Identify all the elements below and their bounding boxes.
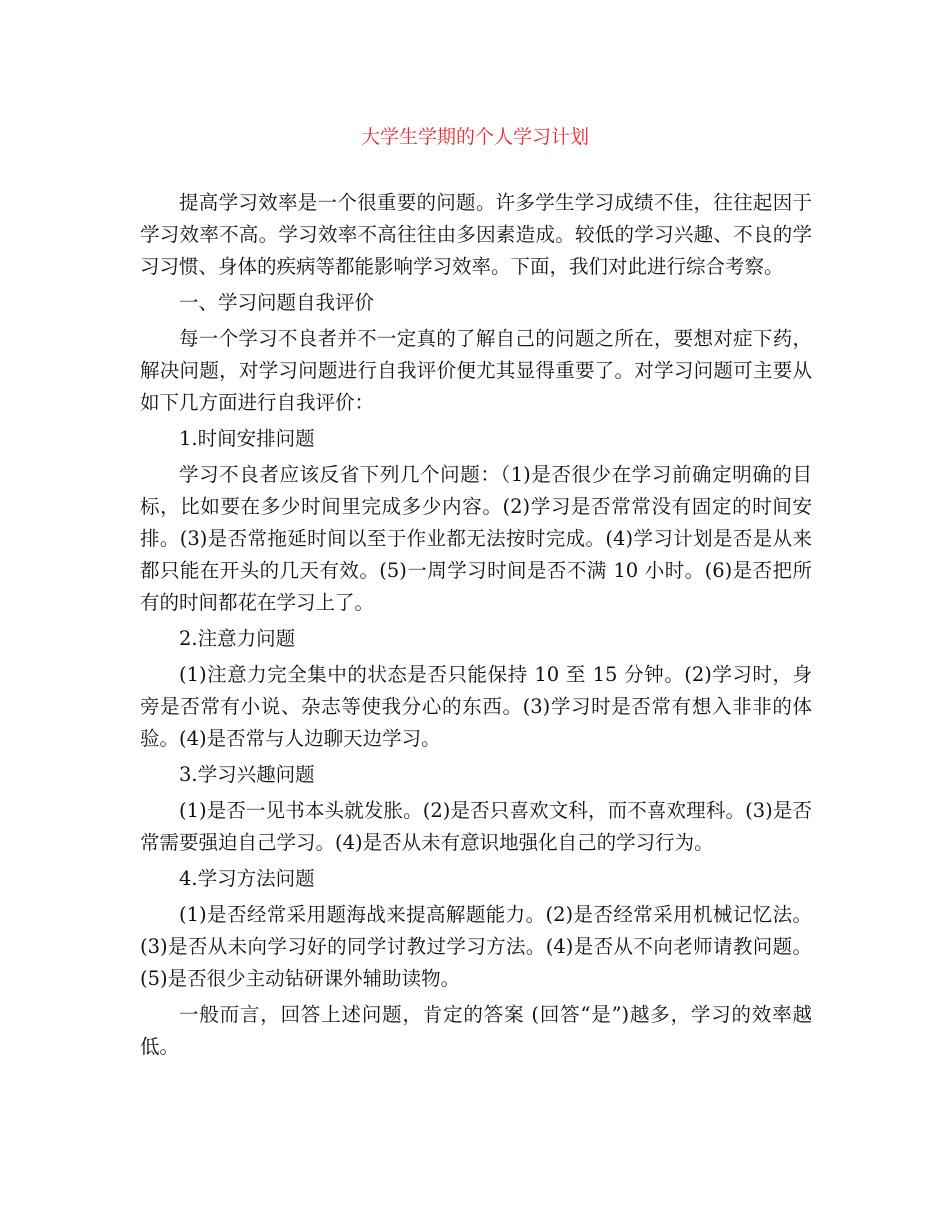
subheading-attention: 2.注意力问题 (179, 627, 296, 650)
paragraph-conclusion: 一般而言，回答上述问题，肯定的答案 (回答“是”)越多，学习的效率越低。 (140, 1003, 812, 1058)
section-heading-self-evaluation: 一、学习问题自我评价 (179, 291, 375, 314)
paragraph-time-arrangement: 学习不良者应该反省下列几个问题：（1)是否很少在学习前确定明确的目标，比如要在多少时间里完成多少内容。(2)学习是否常常没有固定的时间安排。(3)是否常拖延时间以至于作业都无法按时完成。(4)学习计划是否是从来都只能在开头的几天有效。(5)一周学习时间是否不满 10 小时。(6)是否把所有的时间都花在学习上了。 (140, 463, 812, 614)
paragraph-interest: (1)是否一见书本头就发胀。(2)是否只喜欢文科，而不喜欢理科。(3)是否常需要强迫自己学习。(4)是否从未有意识地强化自己的学习行为。 (140, 799, 812, 854)
paragraph-attention: (1)注意力完全集中的状态是否只能保持 10 至 15 分钟。(2)学习时，身旁是否常有小说、杂志等使我分心的东西。(3)学习时是否常有想入非非的体验。(4)是否常与人边聊天边学习。 (140, 663, 812, 750)
subheading-interest: 3.学习兴趣问题 (179, 763, 315, 786)
paragraph-method: (1)是否经常采用题海战来提高解题能力。(2)是否经常采用机械记忆法。(3)是否从未向学习好的同学讨教过学习方法。(4)是否从不向老师请教问题。(5)是否很少主动钻研课外辅助读物。 (140, 903, 812, 990)
subheading-time-arrangement: 1.时间安排问题 (179, 427, 315, 450)
paragraph-self-evaluation: 每一个学习不良者并不一定真的了解自己的问题之所在，要想对症下药，解决问题，对学习问题进行自我评价便尤其显得重要了。对学习问题可主要从如下几方面进行自我评价： (140, 327, 812, 414)
subheading-method: 4.学习方法问题 (179, 867, 315, 890)
paragraph-intro: 提高学习效率是一个很重要的问题。许多学生学习成绩不佳，往往起因于学习效率不高。学习效率不高往往由多因素造成。较低的学习兴趣、不良的学习习惯、身体的疾病等都能影响学习效率。下面，我们对此进行综合考察。 (140, 191, 812, 278)
document-title: 大学生学期的个人学习计划 (360, 126, 589, 148)
document-body (140, 187, 812, 1067)
